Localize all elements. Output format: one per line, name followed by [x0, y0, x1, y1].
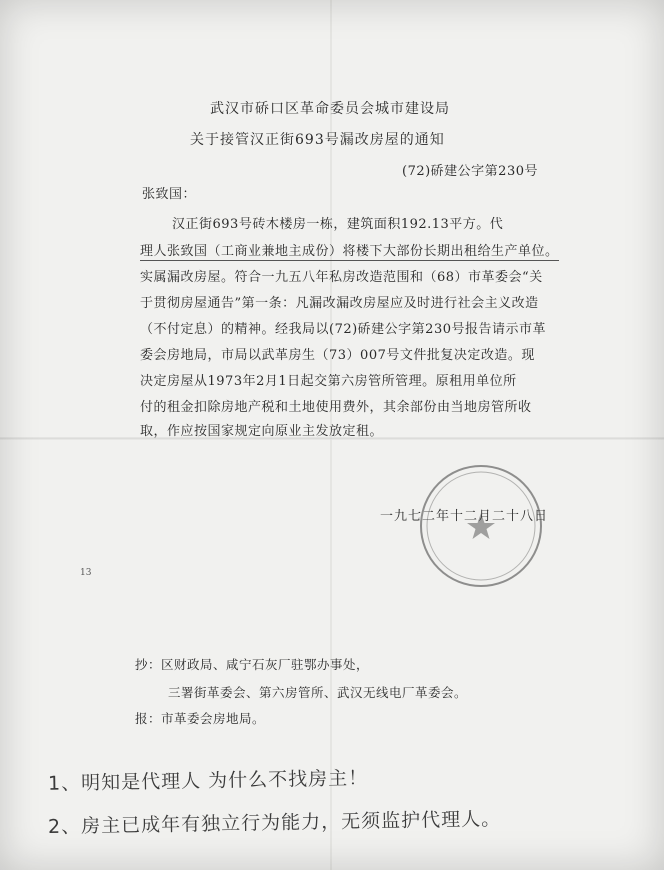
stray-mark: 13: [80, 568, 92, 578]
handwritten-note-1: 1、明知是代理人 为什么不找房主！: [47, 767, 369, 795]
body-line-5: （不付定息）的精神。经我局以(72)硚建公字第230号报告请示市革: [140, 322, 546, 337]
body-line-1: 汉正街693号砖木楼房一栋，建筑面积192.13平方。代: [172, 217, 504, 232]
header-issuer: 武汉市硚口区革命委员会城市建设局: [210, 101, 450, 117]
header-subject: 关于接管汉正街693号漏改房屋的通知: [190, 132, 445, 148]
body-line-4: 于贯彻房屋通告”第一条：凡漏改漏改房屋应及时进行社会主义改造: [140, 296, 539, 311]
body-line-7: 决定房屋从1973年2月1日起交第六房管所管理。原租用单位所: [140, 374, 517, 389]
body-line-9: 取，作应按国家规定向原业主发放定租。: [140, 424, 384, 439]
document-number: (72)硚建公字第230号: [402, 164, 538, 179]
addressee: 张致国：: [142, 187, 197, 202]
issue-date: 一九七二年十二月二十八日: [380, 509, 549, 524]
body-line-2-text: 理人张致国（工商业兼地主成份）将楼下大部份长期出租给生产单位。: [140, 244, 559, 259]
cc-line-2: 三署街革委会、第六房管所、武汉无线电厂革委会。: [168, 685, 468, 700]
handwritten-note-2: 2、房主已成年有独立行为能力，无须监护代理人。: [47, 808, 502, 838]
official-seal: [420, 465, 542, 587]
body-line-3: 实属漏改房屋。符合一九五八年私房改造范围和（68）市革委会“关: [140, 270, 543, 285]
body-line-2: [140, 240, 559, 259]
body-line-8: 付的租金扣除房地产税和土地使用费外，其余部份由当地房管所收: [140, 400, 532, 415]
body-line-6: 委会房地局，市局以武革房生（73）007号文件批复决定改造。现: [140, 348, 535, 363]
seal-graphic: [422, 467, 540, 585]
cc-line-1: 抄：区财政局、咸宁石灰厂驻鄂办事处，: [135, 657, 370, 672]
report-line: 报：市革委会房地局。: [135, 711, 266, 726]
